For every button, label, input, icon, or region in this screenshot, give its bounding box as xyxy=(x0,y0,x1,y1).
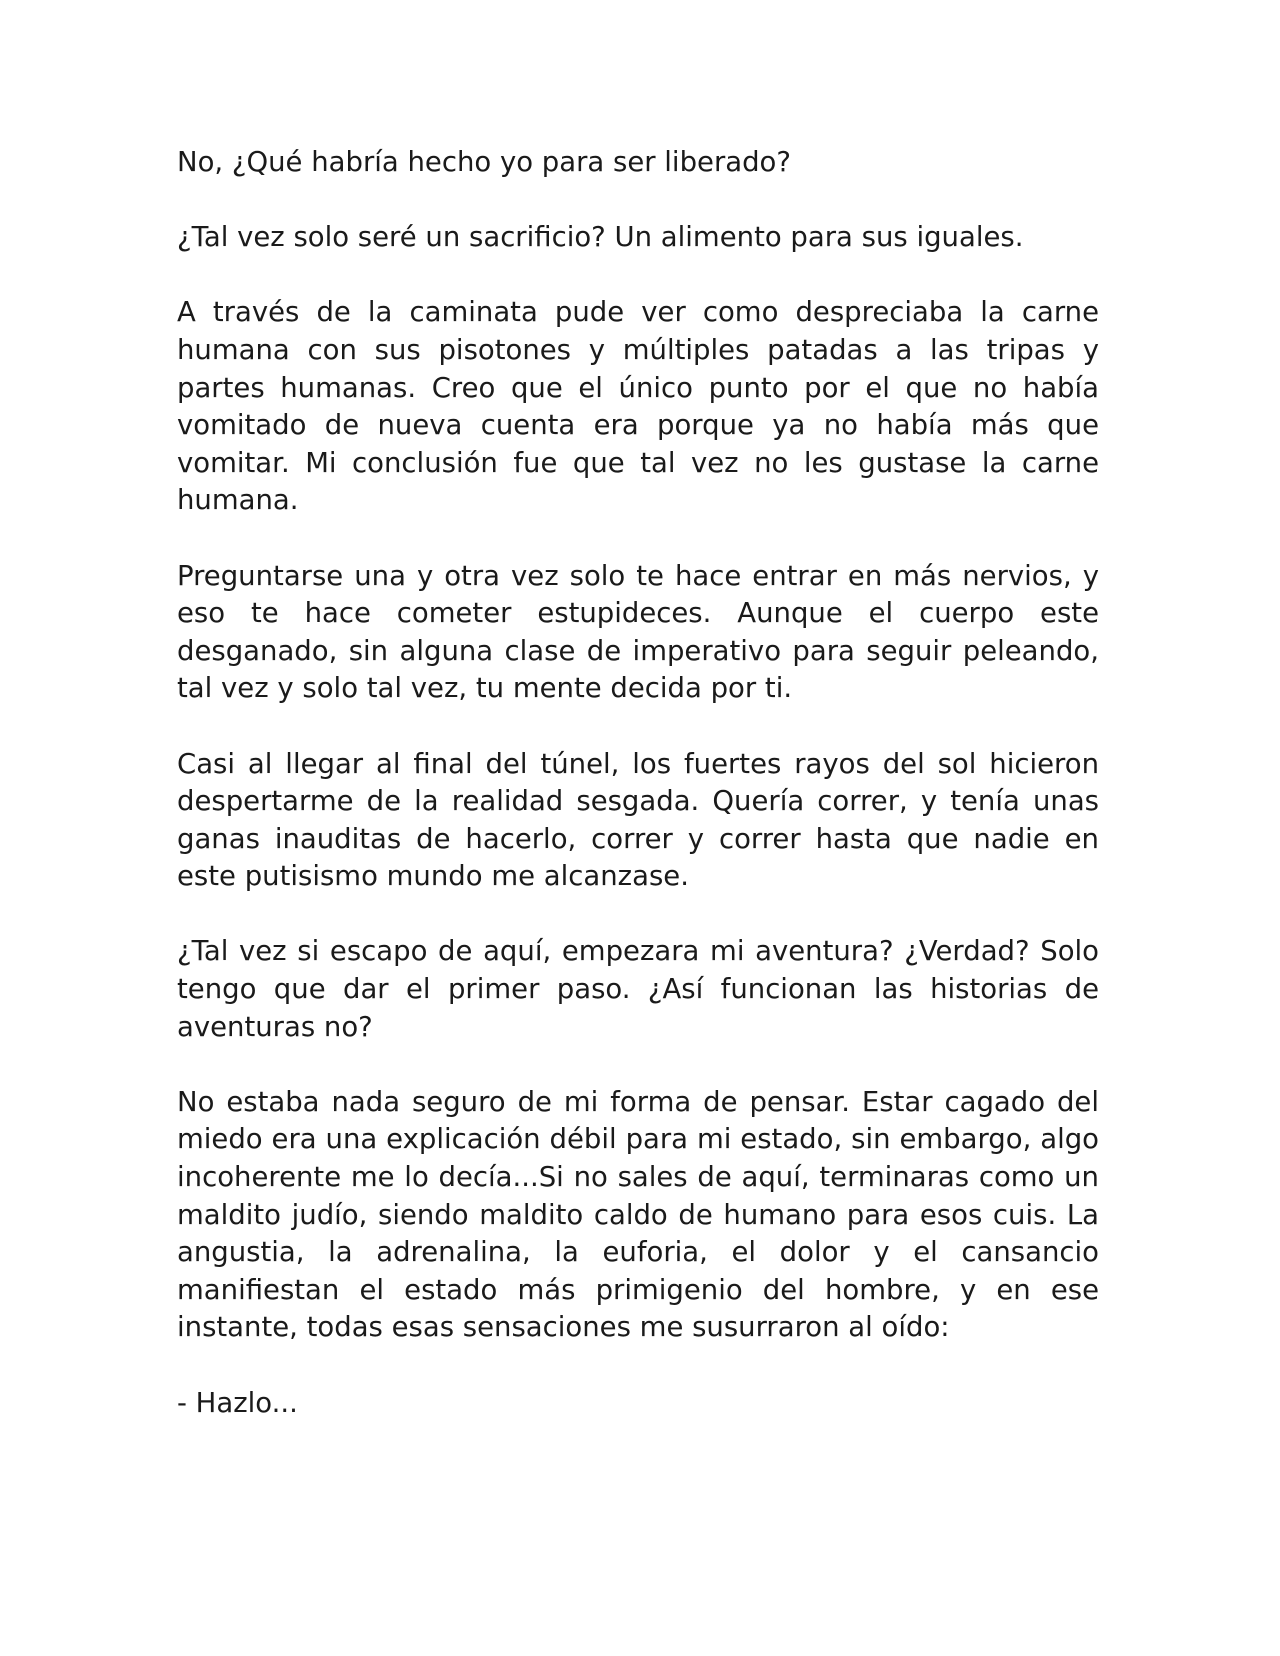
paragraph-3: A través de la caminata pude ver como despreciaba la carne humana con sus pisotones y múltiples patadas a las tripas y partes humanas. Creo que el único punto por el que no había vomitado de nueva cuenta era porque ya no había más que vomitar. Mi conclusión fue que tal vez no les gustase la carne humana. xyxy=(177,296,1099,517)
paragraph-6: ¿Tal vez si escapo de aquí, empezara mi aventura? ¿Verdad? Solo tengo que dar el primer paso. ¿Así funcionan las historias de aventuras no? xyxy=(177,935,1099,1043)
paragraph-8: - Hazlo... xyxy=(177,1386,298,1419)
paragraph-7: No estaba nada seguro de mi forma de pensar. Estar cagado del miedo era una explicación débil para mi estado, sin embargo, algo incoherente me lo decía...Si no sales de aquí, terminaras como un maldito judío, siendo maldito caldo de humano para esos cuis. La angustia, la adrenalina, la euforia, el dolor y el cansancio manifiestan el estado más primigenio del hombre, y en ese instante, todas esas sensaciones me susurraron al oído: xyxy=(177,1085,1099,1344)
paragraph-5: Casi al llegar al final del túnel, los fuertes rayos del sol hicieron despertarme de la realidad sesgada. Quería correr, y tenía unas ganas inauditas de hacerlo, correr y correr hasta que nadie en este putisismo mundo me alcanzase. xyxy=(177,747,1099,893)
paragraph-1: No, ¿Qué habría hecho yo para ser liberado? xyxy=(177,146,791,178)
paragraph-4: Preguntarse una y otra vez solo te hace entrar en más nervios, y eso te hace cometer estupideces. Aunque el cuerpo este desganado, sin alguna clase de imperativo para seguir peleando, tal vez y solo tal vez, tu mente decida por ti. xyxy=(177,559,1099,705)
document-page xyxy=(177,144,1099,1460)
paragraph-2: ¿Tal vez solo seré un sacrificio? Un alimento para sus iguales. xyxy=(177,221,1024,254)
